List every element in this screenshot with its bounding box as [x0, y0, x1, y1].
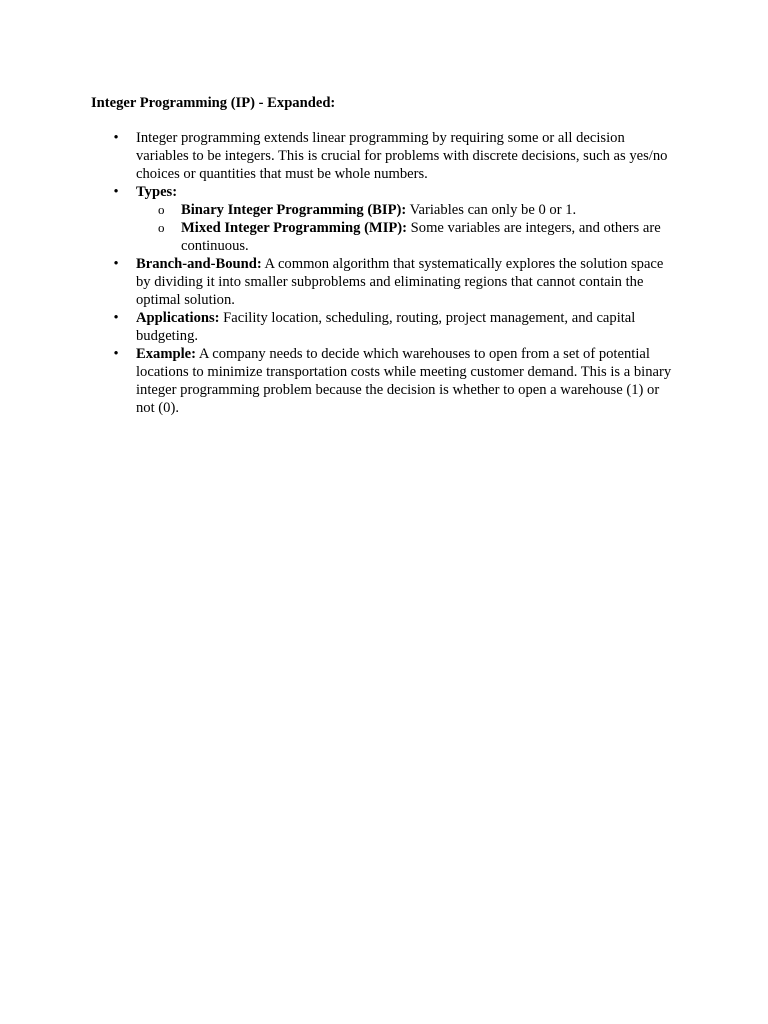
types-sub-list [136, 201, 681, 255]
sub-bullet-icon: o [158, 202, 165, 217]
bullet-icon: • [113, 310, 119, 326]
bullet-icon: • [113, 184, 119, 200]
list-item-term: Branch-and-Bound: [136, 256, 262, 272]
list-item-term: Applications: [136, 310, 220, 326]
bullet-icon: • [113, 130, 119, 146]
list-item-types [91, 183, 681, 255]
list-item-example [91, 345, 681, 417]
bullet-icon: • [113, 256, 119, 272]
sub-item-mip [136, 219, 681, 255]
sub-item-term: Mixed Integer Programming (MIP): [181, 220, 408, 236]
list-item-text: A company needs to decide which warehouses to open from a set of potential locations to minimize transportation costs while meeting customer demand. This is a binary integer programming problem because the decision is whether to open a warehouse (1) or not (0). [136, 346, 672, 416]
list-item-applications [91, 309, 681, 345]
bullet-icon: • [113, 346, 119, 362]
sub-item-text: Some variables are integers, and others are continuous. [181, 220, 661, 254]
list-item-term: Types: [136, 184, 178, 200]
document-body [91, 94, 681, 417]
sub-item-text: Variables can only be 0 or 1. [406, 202, 577, 218]
list-item-term: Example: [136, 346, 196, 362]
list-item-text: A common algorithm that systematically explores the solution space by dividing it into smaller subproblems and eliminating regions that cannot contain the optimal solution. [136, 256, 664, 308]
list-item-text: Facility location, scheduling, routing, project management, and capital budgeting. [136, 310, 636, 344]
list-item-branch-and-bound [91, 255, 681, 309]
main-bullet-list [91, 129, 681, 417]
list-item-intro [91, 129, 681, 183]
sub-item-bip [136, 201, 681, 219]
sub-bullet-icon: o [158, 220, 165, 235]
sub-item-term: Binary Integer Programming (BIP): [181, 202, 407, 218]
document-heading: Integer Programming (IP) - Expanded: [91, 95, 336, 111]
list-item-text: Integer programming extends linear programming by requiring some or all decision variables to be integers. This is crucial for problems with discrete decisions, such as yes/no choices or quantities that must be whole numbers. [136, 130, 668, 182]
